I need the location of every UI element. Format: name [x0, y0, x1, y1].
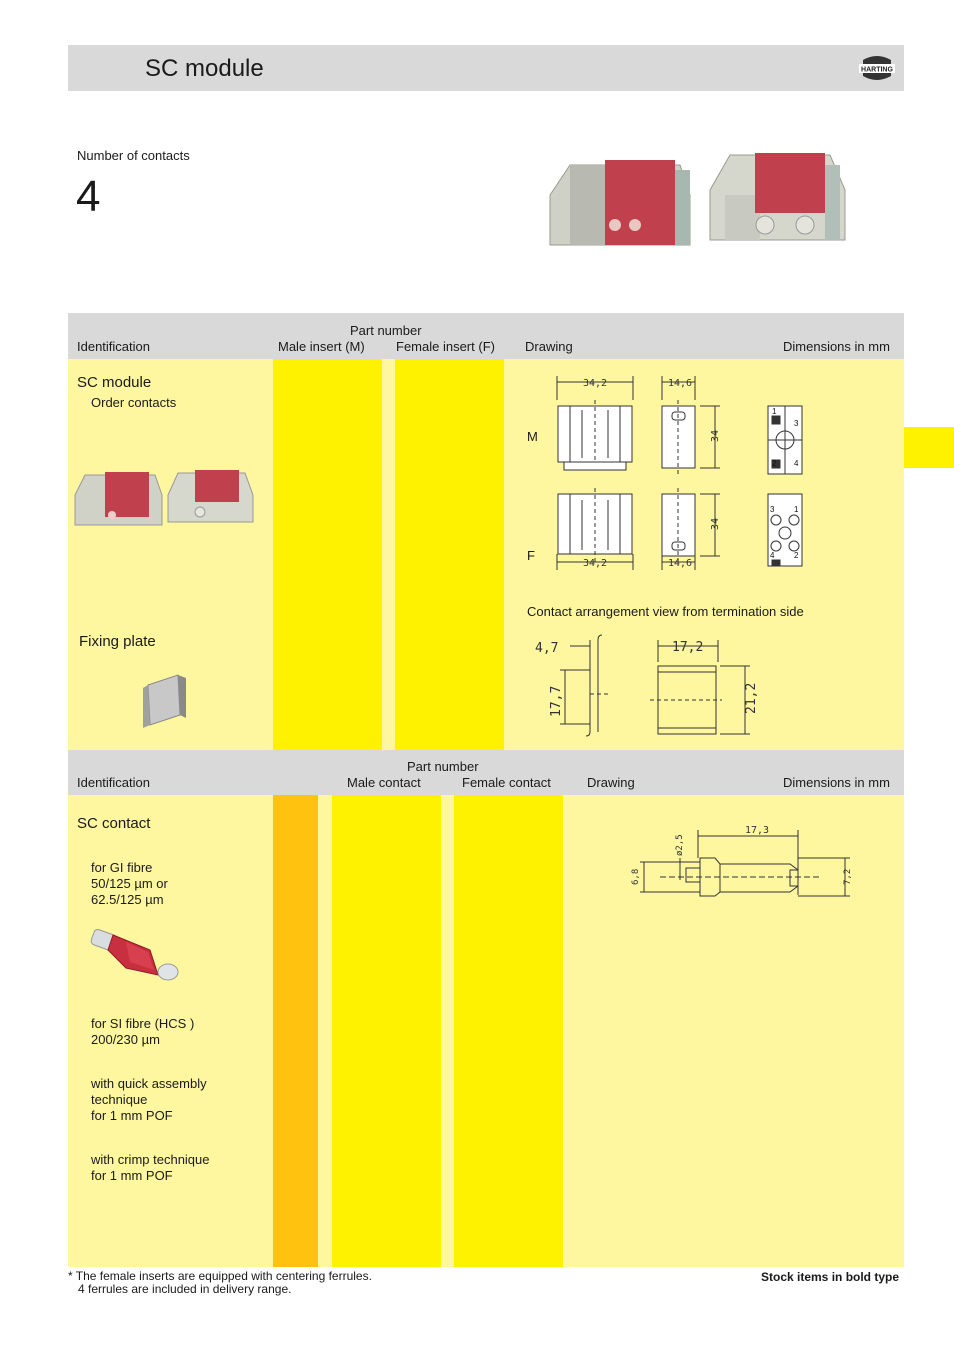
- gi-line-2: 50/125 µm or: [91, 876, 168, 891]
- table1-spacer: [504, 359, 518, 750]
- table1-spacer: [259, 359, 273, 750]
- dim-m-width: 34,2: [582, 378, 608, 389]
- row-sc-module-sub: Order contacts: [91, 395, 177, 410]
- qa-line-2: technique: [91, 1092, 148, 1107]
- table2-col-identification: Identification: [77, 775, 150, 790]
- table1-female-cell: [395, 359, 504, 750]
- footnote-line-2: 4 ferrules are included in delivery range.: [78, 1282, 292, 1296]
- product-photo-inserts: [540, 145, 870, 260]
- dim-contact-25: ø2,5: [675, 834, 685, 856]
- table2-spacer: [259, 795, 273, 1267]
- table2-col-female: Female contact: [462, 775, 551, 790]
- crimp-text: [91, 1152, 210, 1184]
- table1-spacer: [382, 359, 395, 750]
- footnote: [68, 1270, 372, 1296]
- page-title: SC module: [145, 55, 264, 82]
- label-f: F: [527, 548, 535, 563]
- table2-spacer: [441, 795, 454, 1267]
- dim-f-width: 34,2: [582, 558, 608, 569]
- table2-spacer: [318, 795, 332, 1267]
- table2-female-cell: [454, 795, 563, 1267]
- qa-line-3: for 1 mm POF: [91, 1108, 173, 1123]
- table2-col-male: Male contact: [347, 775, 421, 790]
- male-insert-photo: [550, 160, 690, 245]
- dim-fp-177: 17,7: [549, 685, 564, 717]
- row-sc-contact-title: SC contact: [77, 815, 151, 832]
- gi-line-3: 62.5/125 µm: [91, 892, 164, 907]
- pin-1-f: 1: [794, 505, 799, 514]
- table2-col-drawing: Drawing: [587, 775, 635, 790]
- dim-fp-212: 21,2: [744, 682, 759, 714]
- harting-logo: [857, 50, 897, 86]
- pin-4-m: 4: [794, 459, 799, 468]
- gi-line-1: for GI fibre: [91, 860, 153, 875]
- si-fibre-text: [91, 1016, 194, 1048]
- dim-contact-173: 17,3: [745, 825, 770, 836]
- dim-m-depth: 14,6: [667, 378, 693, 389]
- logo-text: HARTING: [861, 66, 893, 74]
- contacts-value: 4: [76, 172, 101, 221]
- pin-3-f: 3: [770, 505, 775, 514]
- table1-col-female: Female insert (F): [396, 339, 495, 354]
- cr-line-2: for 1 mm POF: [91, 1168, 173, 1183]
- fixing-plate-photo: [140, 670, 190, 730]
- pin-3-m: 3: [794, 419, 799, 428]
- quick-assembly-text: [91, 1076, 207, 1124]
- insert-dimension-drawing: [540, 370, 820, 602]
- sc-contact-photo: [88, 920, 188, 990]
- si-line-2: 200/230 µm: [91, 1032, 160, 1047]
- contacts-label: Number of contacts: [77, 148, 190, 163]
- fixing-plate-drawing: [530, 632, 770, 742]
- pin-1-m: 1: [772, 407, 777, 416]
- dim-contact-68: 6,8: [631, 868, 641, 885]
- dim-m-height: 34: [710, 429, 721, 442]
- table1-col-identification: Identification: [77, 339, 150, 354]
- label-m: M: [527, 429, 538, 444]
- dim-f-depth: 14,6: [667, 558, 693, 569]
- stock-note: Stock items in bold type: [761, 1270, 900, 1284]
- dim-f-height: 34: [710, 517, 721, 530]
- row-sc-module-title: SC module: [77, 374, 152, 391]
- pin-2-f: 2: [794, 551, 799, 560]
- table2-col-dimensions: Dimensions in mm: [783, 775, 890, 790]
- pin-4-f: 4: [770, 551, 775, 560]
- pin-2-m: 2: [772, 459, 777, 468]
- footnote-line-1: * The female inserts are equipped with centering ferrules.: [68, 1269, 372, 1283]
- table1-col-dimensions: Dimensions in mm: [783, 339, 890, 354]
- gi-fibre-text: [91, 860, 168, 908]
- dim-fp-47: 4,7: [535, 641, 559, 656]
- dim-fp-172: 17,2: [672, 640, 704, 655]
- table1-male-cell: [273, 359, 382, 750]
- si-line-1: for SI fibre (HCS ): [91, 1016, 195, 1031]
- chapter-tab: [904, 427, 954, 468]
- female-insert-photo: [710, 153, 845, 240]
- sc-module-photo: [70, 470, 260, 530]
- sc-contact-drawing: [620, 820, 860, 905]
- table1-col-drawing: Drawing: [525, 339, 573, 354]
- table2-stock-column: [273, 795, 318, 1267]
- table2-part-number: Part number: [407, 759, 479, 774]
- table1-col-male: Male insert (M): [278, 339, 365, 354]
- table1-part-number: Part number: [350, 323, 422, 338]
- qa-line-1: with quick assembly: [91, 1076, 207, 1091]
- table2-male-cell: [332, 795, 441, 1267]
- cr-line-1: with crimp technique: [91, 1152, 210, 1167]
- arrangement-caption: Contact arrangement view from termination side: [527, 604, 804, 619]
- row-fixing-plate-title: Fixing plate: [79, 633, 156, 650]
- dim-contact-72: 7,2: [843, 868, 853, 885]
